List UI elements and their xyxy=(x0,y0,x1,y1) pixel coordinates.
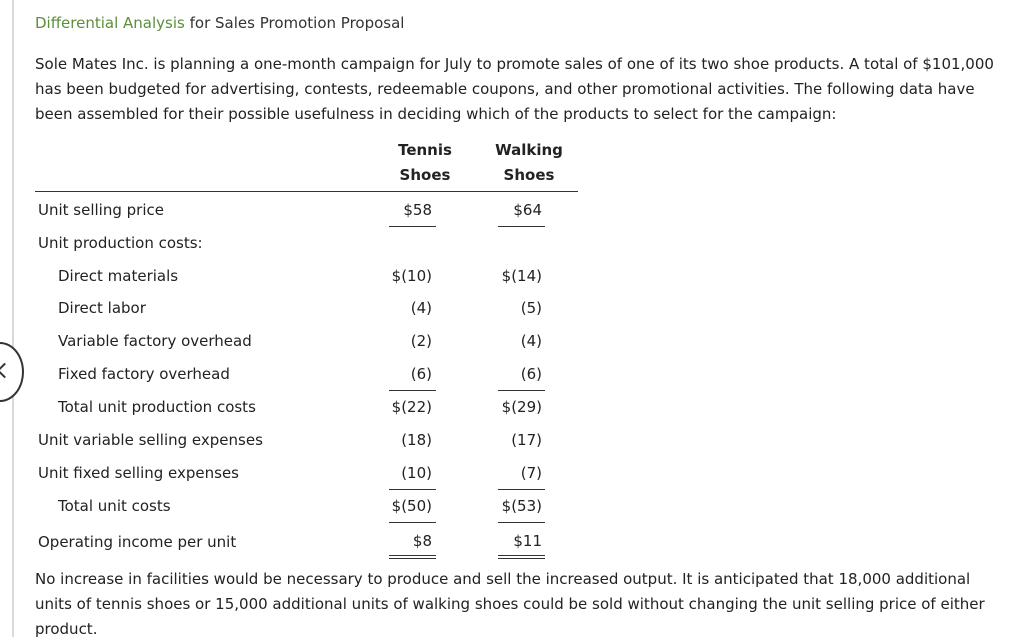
value-walking-operating-income-per-unit: $11 xyxy=(513,532,542,550)
chevron-left-icon xyxy=(0,363,12,379)
title-highlight: Differential Analysis xyxy=(35,14,185,32)
row-label-fixed-factory-overhead: Fixed factory overhead xyxy=(58,365,230,383)
intro-paragraph: Sole Mates Inc. is planning a one-month campaign for July to promote sales of one of its two shoe products. A total of $101,000 has been budgeted for advertising, contests, redeemable coupons, and other promotional activities. The following data have been assembled for their possible usefulness in deciding which of the products to select for the campaign: xyxy=(35,55,994,123)
row-label-total-unit-production-costs: Total unit production costs xyxy=(58,398,256,416)
value-tennis-unit-selling-price: $58 xyxy=(403,201,432,219)
row-label-operating-income-per-unit: Operating income per unit xyxy=(38,533,237,551)
value-walking-unit-selling-price: $64 xyxy=(513,201,542,219)
value-tennis-direct-materials: $(10) xyxy=(391,267,432,285)
value-walking-fixed-factory-overhead: (6) xyxy=(520,365,542,383)
header-rule xyxy=(35,191,578,192)
double-underline-walking-top xyxy=(498,555,545,556)
column-header-walking xyxy=(484,138,574,188)
value-tennis-unit-fixed-selling-expenses: (10) xyxy=(401,464,432,482)
header-tennis-line1: Tennis xyxy=(398,141,452,159)
row-label-direct-labor: Direct labor xyxy=(58,299,146,317)
underline-tennis xyxy=(389,522,436,523)
underline-tennis xyxy=(389,390,436,391)
value-walking-total-unit-production-costs: $(29) xyxy=(501,398,542,416)
value-tennis-unit-variable-selling-expenses: (18) xyxy=(401,431,432,449)
column-header-tennis xyxy=(380,138,470,188)
value-tennis-total-unit-costs: $(50) xyxy=(391,497,432,515)
title-rest: for Sales Promotion Proposal xyxy=(189,14,405,32)
value-tennis-direct-labor: (4) xyxy=(410,299,432,317)
value-walking-total-unit-costs: $(53) xyxy=(501,497,542,515)
row-label-total-unit-costs: Total unit costs xyxy=(58,497,171,515)
double-underline-walking-bottom xyxy=(498,558,545,559)
collapse-panel-tab[interactable] xyxy=(0,342,24,402)
header-tennis-line2: Shoes xyxy=(399,166,451,184)
value-tennis-variable-factory-overhead: (2) xyxy=(410,332,432,350)
value-walking-unit-fixed-selling-expenses: (7) xyxy=(520,464,542,482)
row-label-unit-selling-price: Unit selling price xyxy=(38,201,164,219)
row-label-unit-production-costs: Unit production costs: xyxy=(38,234,203,252)
value-tennis-operating-income-per-unit: $8 xyxy=(412,532,432,550)
page-title xyxy=(35,14,404,32)
header-walking-line2: Shoes xyxy=(503,166,555,184)
value-walking-direct-materials: $(14) xyxy=(501,267,542,285)
header-walking-line1: Walking xyxy=(495,141,563,159)
left-border xyxy=(12,0,14,637)
underline-walking xyxy=(498,522,545,523)
row-label-variable-factory-overhead: Variable factory overhead xyxy=(58,332,252,350)
underline-walking xyxy=(498,226,545,227)
value-walking-unit-variable-selling-expenses: (17) xyxy=(511,431,542,449)
double-underline-tennis-top xyxy=(389,555,436,556)
underline-walking xyxy=(498,390,545,391)
row-label-direct-materials: Direct materials xyxy=(58,267,179,285)
value-walking-direct-labor: (5) xyxy=(520,299,542,317)
row-label-unit-fixed-selling-expenses: Unit fixed selling expenses xyxy=(38,464,239,482)
underline-tennis xyxy=(389,226,436,227)
value-tennis-total-unit-production-costs: $(22) xyxy=(391,398,432,416)
double-underline-tennis-bottom xyxy=(389,558,436,559)
outro-paragraph: No increase in facilities would be necessary to produce and sell the increased output. It is anticipated that 18,000 additional units of tennis shoes or 15,000 additional units of walking shoes could be sold without changing the unit selling price of either product. xyxy=(35,570,985,638)
value-walking-variable-factory-overhead: (4) xyxy=(520,332,542,350)
row-label-unit-variable-selling-expenses: Unit variable selling expenses xyxy=(38,431,263,449)
underline-walking xyxy=(498,489,545,490)
value-tennis-fixed-factory-overhead: (6) xyxy=(410,365,432,383)
underline-tennis xyxy=(389,489,436,490)
